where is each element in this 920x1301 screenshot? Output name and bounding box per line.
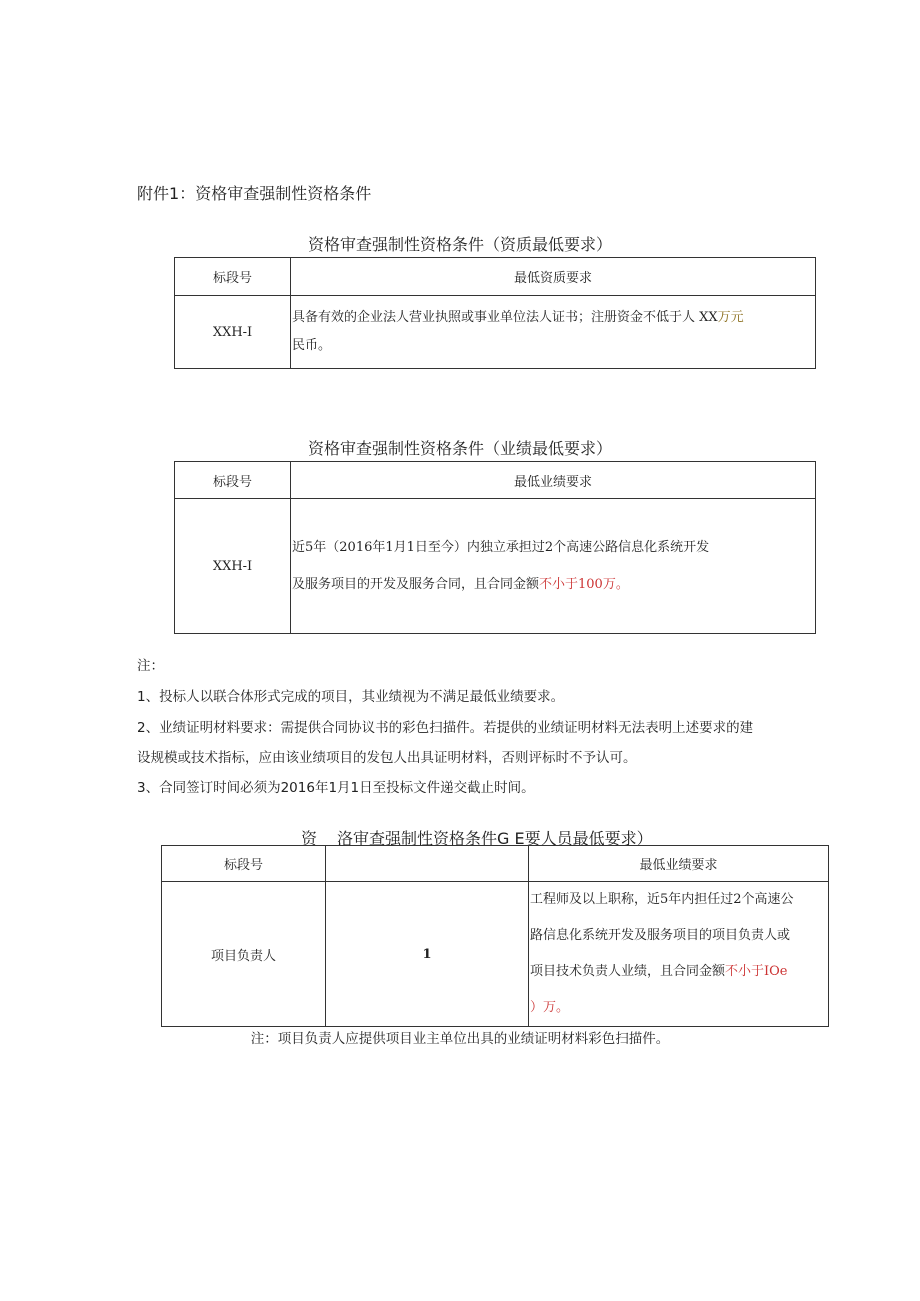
table3-footnote: 注：项目负责人应提供项目业主单位出具的业绩证明材料彩色扫描件。 bbox=[250, 1031, 670, 1047]
attachment-title: 资格审查强制性资格条件 bbox=[195, 184, 372, 203]
header-section: 标段号 bbox=[175, 258, 291, 296]
table3-title-left: 资 bbox=[301, 829, 318, 848]
qualification-table bbox=[174, 257, 816, 369]
table-header-row bbox=[175, 462, 816, 499]
section-number: XXH-I bbox=[175, 499, 291, 634]
note-item: 1、投标人以联合体形式完成的项目，其业绩视为不满足最低业绩要求。 bbox=[137, 689, 565, 705]
performance-table bbox=[174, 461, 816, 634]
table-row bbox=[175, 296, 816, 369]
table1-title: 资格审查强制性资格条件（资质最低要求） bbox=[307, 235, 612, 254]
personnel-role: 项目负责人 bbox=[162, 882, 326, 1027]
note-item: 3、合同签订时间必须为2016年1月1日至投标文件递交截止时间。 bbox=[137, 780, 535, 796]
capital-unit: 万元 bbox=[717, 310, 744, 325]
qualification-requirement: 具备有效的企业法人营业执照或事业单位法人证书；注册资金不低于人 XX万元 民币。 bbox=[291, 296, 816, 369]
header-requirement: 最低业绩要求 bbox=[291, 462, 816, 499]
note-item: 2、业绩证明材料要求：需提供合同协议书的彩色扫描件。若提供的业绩证明材料无法表明上述要求的建 bbox=[137, 720, 754, 736]
table-header-row bbox=[162, 846, 829, 882]
capital-amount: XX bbox=[699, 310, 718, 325]
attachment-separator: ： bbox=[179, 184, 196, 203]
min-contract-amount: 不小于100万 bbox=[539, 577, 616, 592]
header-section: 标段号 bbox=[162, 846, 326, 882]
note-item: 设规模或技术指标，应由该业绩项目的发包人出具证明材料，否则评标时不予认可。 bbox=[137, 750, 637, 766]
attachment-heading bbox=[137, 181, 371, 204]
table2-title: 资格审查强制性资格条件（业绩最低要求） bbox=[307, 439, 612, 458]
personnel-requirement: 工程师及以上职称，近5年内担任过2个高速公 路信息化系统开发及服务项目的项目负责人或 项目技术负责人业绩，且合同金额不小于IOe ）万。 bbox=[529, 882, 829, 1027]
table-row bbox=[162, 882, 829, 1027]
header-empty bbox=[326, 846, 529, 882]
table3-title-right: 洛审查强制性资格条件G E要人员最低要求） bbox=[337, 829, 653, 848]
section-number: XXH-I bbox=[175, 296, 291, 369]
header-section: 标段号 bbox=[175, 462, 291, 499]
attachment-label: 附件1 bbox=[137, 184, 180, 203]
table-row bbox=[175, 499, 816, 634]
personnel-table bbox=[161, 845, 829, 1027]
min-contract-amount: 不小于IOe bbox=[725, 964, 788, 979]
personnel-count: 1 bbox=[326, 882, 529, 1027]
header-requirement: 最低资质要求 bbox=[291, 258, 816, 296]
performance-requirement: 近5年（2016年1月1日至今）内独立承担过2个高速公路信息化系统开发 及服务项目的开发及服务合同，且合同金额不小于100万。 bbox=[291, 499, 816, 634]
notes-label: 注： bbox=[137, 658, 164, 674]
table-header-row bbox=[175, 258, 816, 296]
header-requirement: 最低业绩要求 bbox=[529, 846, 829, 882]
